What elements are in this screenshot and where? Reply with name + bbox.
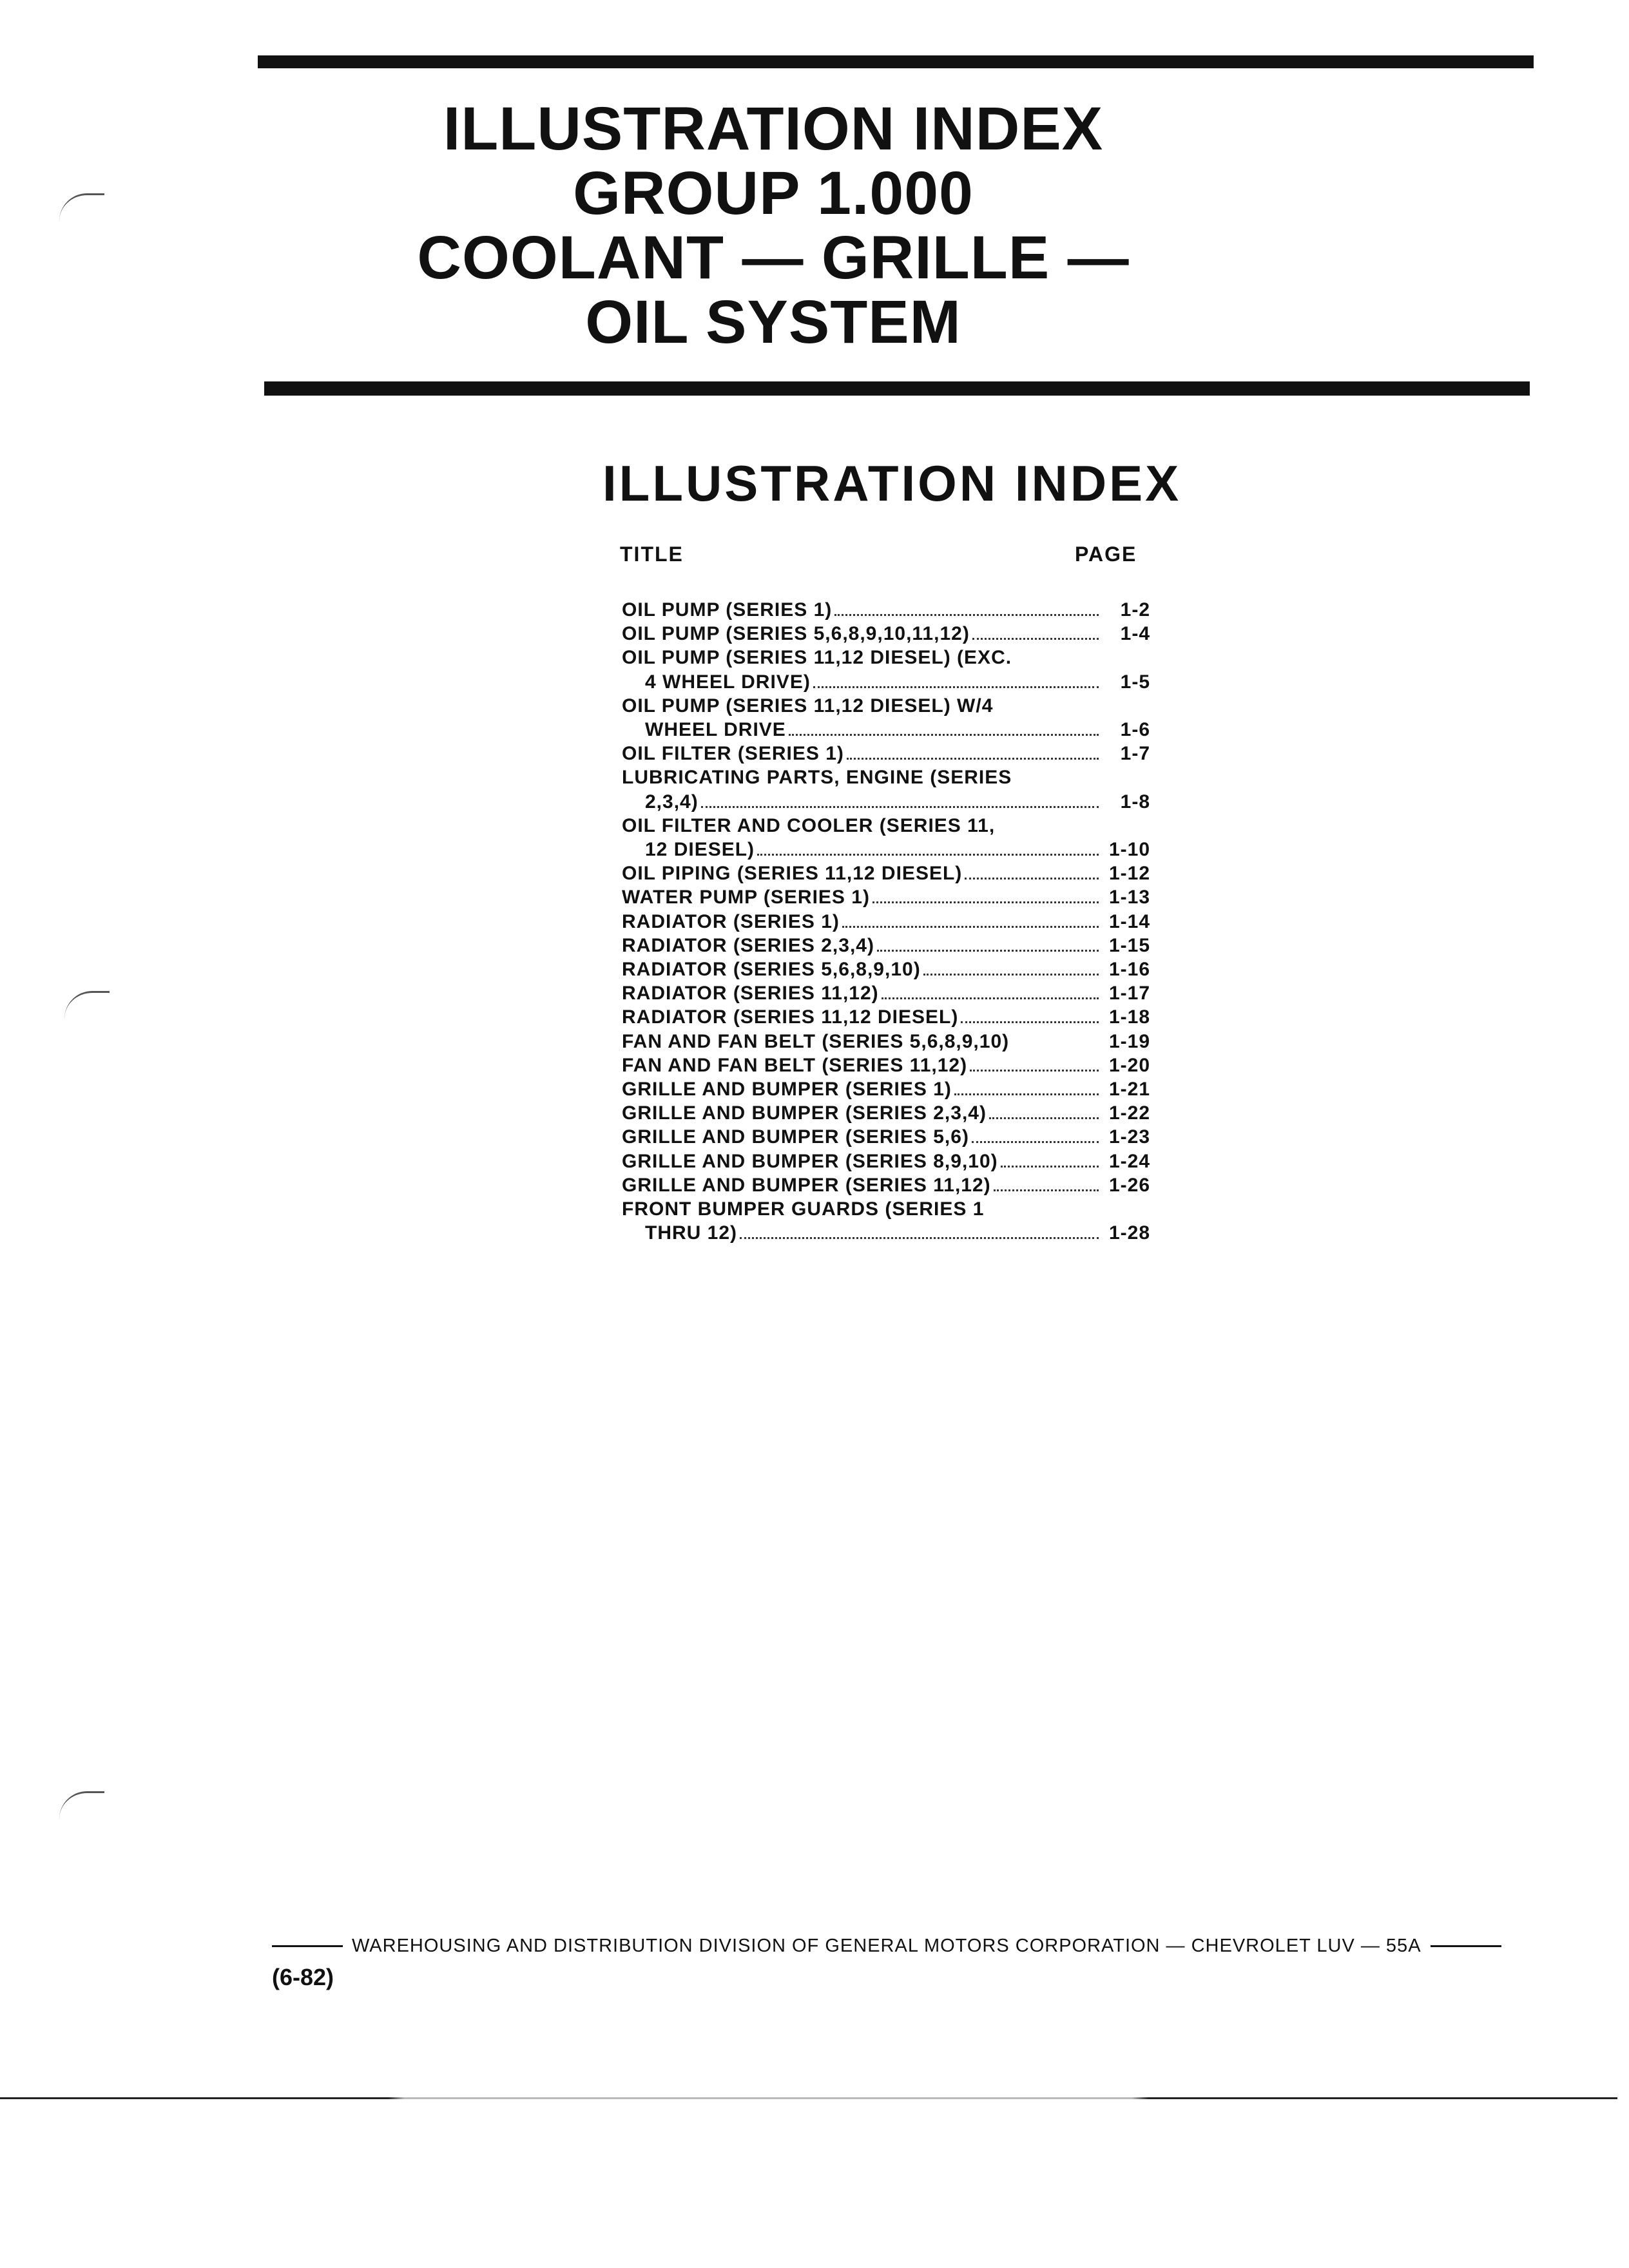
index-entry-title: OIL PUMP (SERIES 11,12 DIESEL) (EXC.: [622, 647, 1012, 669]
index-row: [622, 670, 1150, 694]
index-row: [622, 1030, 1150, 1053]
index-entry-title: OIL PIPING (SERIES 11,12 DIESEL): [622, 863, 963, 885]
index-entry-title: OIL FILTER (SERIES 1): [622, 743, 844, 765]
dot-leader: [923, 974, 1099, 975]
index-row: [622, 838, 1150, 861]
dot-leader: [972, 638, 1099, 640]
index-entry-page: 1-14: [1108, 910, 1150, 932]
dot-leader: [847, 758, 1099, 760]
index-row: [622, 1005, 1150, 1029]
dot-leader: [842, 926, 1099, 928]
index-entry-page: 1-19: [1108, 1030, 1150, 1052]
index-entry-page: 1-15: [1108, 934, 1150, 956]
title-line-4: OIL SYSTEM: [585, 288, 961, 356]
scan-mark: [59, 1791, 104, 1819]
index-row: [622, 885, 1150, 909]
index-row: [622, 790, 1150, 814]
index-row: [622, 718, 1150, 742]
column-header-title: TITLE: [620, 543, 684, 566]
index-entry-title: 4 WHEEL DRIVE): [645, 671, 811, 693]
dot-leader: [877, 950, 1099, 952]
index-row: [622, 957, 1150, 981]
index-row: [622, 1077, 1150, 1101]
index-entry-title: FAN AND FAN BELT (SERIES 11,12): [622, 1054, 968, 1076]
title-line-3: COOLANT — GRILLE —: [417, 224, 1130, 292]
index-entry-page: 1-20: [1108, 1054, 1150, 1076]
index-entry-page: 1-23: [1108, 1126, 1150, 1148]
dot-leader: [813, 686, 1099, 688]
dot-leader: [989, 1117, 1099, 1119]
index-entry-title: RADIATOR (SERIES 1): [622, 910, 840, 932]
scan-mark: [59, 193, 104, 221]
index-entry-title: GRILLE AND BUMPER (SERIES 8,9,10): [622, 1150, 998, 1172]
index-row: [622, 981, 1150, 1005]
dot-leader: [834, 614, 1099, 616]
index-entry-title: RADIATOR (SERIES 2,3,4): [622, 934, 874, 956]
middle-rule: [264, 381, 1530, 396]
index-entry-page: 1-26: [1108, 1174, 1150, 1196]
index-entry-title: OIL PUMP (SERIES 5,6,8,9,10,11,12): [622, 623, 970, 645]
index-entry-page: 1-12: [1108, 863, 1150, 885]
index-entry-title: GRILLE AND BUMPER (SERIES 5,6): [622, 1126, 969, 1148]
index-entry-title: OIL FILTER AND COOLER (SERIES 11,: [622, 814, 996, 836]
index-entry-title: 12 DIESEL): [645, 839, 755, 861]
dot-leader: [961, 1021, 1099, 1023]
dot-leader: [789, 734, 1099, 736]
revision-date: (6-82): [272, 1964, 334, 1990]
index-entry-title: FRONT BUMPER GUARDS (SERIES 1: [622, 1198, 985, 1220]
index-list: [622, 598, 1150, 1245]
index-entry-title: RADIATOR (SERIES 11,12): [622, 983, 879, 1004]
dot-leader: [740, 1237, 1099, 1239]
index-row: [622, 1053, 1150, 1077]
index-row: [622, 1173, 1150, 1197]
index-entry-page: 1-13: [1108, 887, 1150, 908]
index-entry-title: THRU 12): [645, 1222, 738, 1244]
index-entry-title: RADIATOR (SERIES 11,12 DIESEL): [622, 1006, 959, 1028]
index-entry-page: 1-2: [1120, 599, 1150, 620]
index-entry-page: 1-8: [1120, 791, 1150, 812]
index-row: [622, 1197, 1150, 1221]
dot-leader: [882, 997, 1099, 999]
index-entry-title: 2,3,4): [645, 791, 699, 812]
index-entry-page: 1-24: [1108, 1150, 1150, 1172]
title-line-2: GROUP 1.000: [573, 159, 974, 227]
index-row: [622, 1221, 1150, 1245]
index-row: [622, 598, 1150, 622]
index-row: [622, 765, 1150, 789]
index-row: [622, 742, 1150, 765]
index-entry-title: LUBRICATING PARTS, ENGINE (SERIES: [622, 767, 1012, 789]
dot-leader: [994, 1189, 1099, 1191]
index-entry-page: 1-17: [1108, 983, 1150, 1004]
title-line-1: ILLUSTRATION INDEX: [443, 95, 1104, 163]
dot-leader: [970, 1070, 1099, 1072]
top-rule: [258, 55, 1534, 68]
index-entry-page: 1-10: [1108, 839, 1150, 861]
dot-leader: [701, 806, 1099, 808]
index-row: [622, 861, 1150, 885]
index-entry-page: 1-28: [1108, 1222, 1150, 1244]
index-row: [622, 1125, 1150, 1149]
index-row: [622, 934, 1150, 957]
index-entry-title: OIL PUMP (SERIES 1): [622, 599, 833, 620]
dot-leader: [965, 878, 1099, 879]
footer-dash-left: [272, 1945, 343, 1947]
index-row: [622, 1149, 1150, 1173]
index-row: [622, 694, 1150, 718]
index-entry-page: 1-18: [1108, 1006, 1150, 1028]
footer-dash-right: [1431, 1945, 1501, 1947]
bottom-rule: [0, 2097, 1617, 2099]
footer: [272, 1936, 1519, 1957]
index-entry-title: GRILLE AND BUMPER (SERIES 11,12): [622, 1174, 991, 1196]
index-row: [622, 910, 1150, 934]
index-entry-title: GRILLE AND BUMPER (SERIES 1): [622, 1079, 952, 1100]
column-header-page: PAGE: [1075, 543, 1137, 566]
index-entry-page: 1-7: [1120, 743, 1150, 765]
dot-leader: [1001, 1166, 1099, 1168]
index-entry-title: WATER PUMP (SERIES 1): [622, 887, 870, 908]
index-entry-page: 1-16: [1108, 959, 1150, 981]
index-entry-title: RADIATOR (SERIES 5,6,8,9,10): [622, 959, 921, 981]
index-entry-title: WHEEL DRIVE: [645, 719, 786, 741]
page-title: [387, 97, 1160, 354]
index-row: [622, 814, 1150, 838]
index-row: [622, 1101, 1150, 1125]
dot-leader: [954, 1093, 1099, 1095]
footer-text: WAREHOUSING AND DISTRIBUTION DIVISION OF GENERAL MOTORS CORPORATION — CHEVROLET LUV — 55A: [352, 1936, 1422, 1956]
index-entry-page: 1-4: [1120, 623, 1150, 645]
index-heading: ILLUSTRATION INDEX: [602, 455, 1182, 512]
index-row: [622, 646, 1150, 669]
index-entry-title: GRILLE AND BUMPER (SERIES 2,3,4): [622, 1102, 987, 1124]
index-row: [622, 622, 1150, 646]
dot-leader: [972, 1141, 1099, 1143]
index-entry-title: FAN AND FAN BELT (SERIES 5,6,8,9,10): [622, 1030, 1010, 1052]
index-entry-title: OIL PUMP (SERIES 11,12 DIESEL) W/4: [622, 695, 994, 716]
index-entry-page: 1-22: [1108, 1102, 1150, 1124]
index-entry-page: 1-6: [1120, 719, 1150, 741]
dot-leader: [757, 854, 1099, 856]
scan-mark: [64, 991, 110, 1019]
index-entry-page: 1-5: [1120, 671, 1150, 693]
index-entry-page: 1-21: [1108, 1079, 1150, 1100]
dot-leader: [872, 901, 1099, 903]
